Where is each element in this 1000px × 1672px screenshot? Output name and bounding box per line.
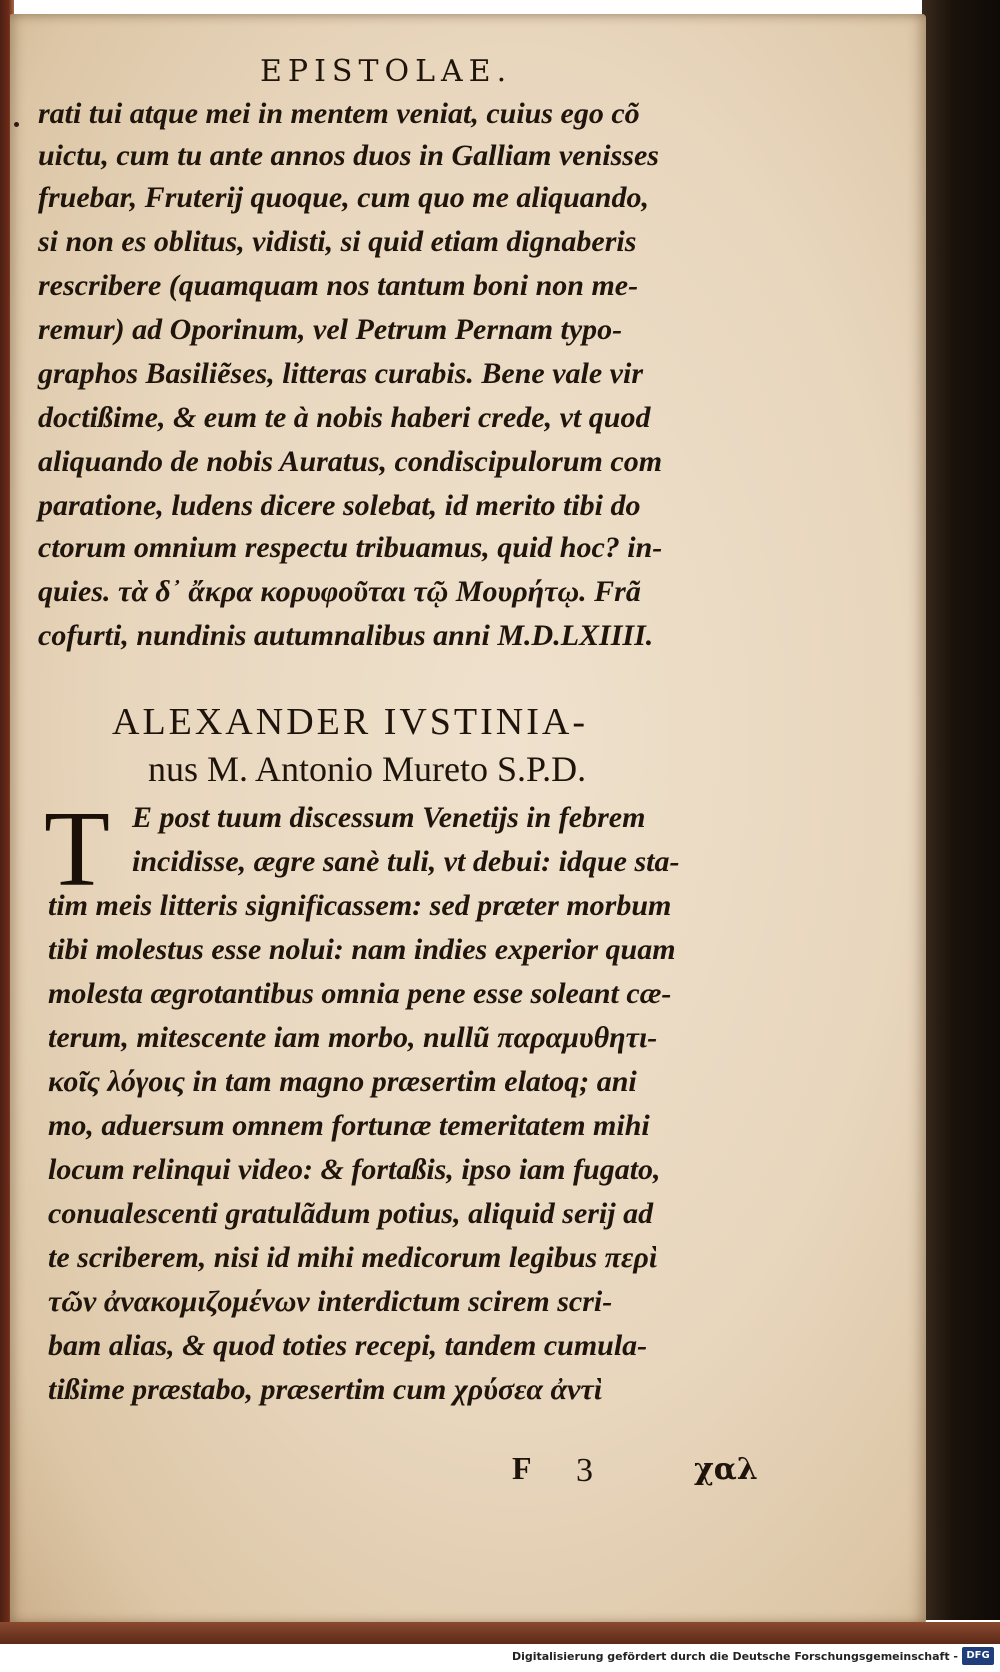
text-line: rati tui atque mei in mentem veniat, cuius ego cõ — [38, 97, 640, 130]
text-line: tim meis litteris significassem: sed præter morbum — [48, 889, 672, 922]
letter-heading: ALEXANDER IVSTINIA- — [112, 701, 588, 743]
text-line: bam alias, & quod toties recepi, tandem cumula- — [48, 1329, 648, 1362]
text-line: locum relinqui video: & fortaßis, ipso iam fugato, — [48, 1153, 661, 1186]
text-line: ctorum omnium respectu tribuamus, quid hoc? in- — [38, 531, 663, 564]
text-line: paratione, ludens dicere solebat, id merito tibi do — [38, 489, 641, 522]
running-head: EPISTOLAE. — [260, 54, 513, 89]
text-line: te scriberem, nisi id mihi medicorum legibus περὶ — [48, 1241, 658, 1274]
page-number: 3 — [576, 1452, 593, 1489]
text-line: cofurti, nundinis autumnalibus anni M.D.LXIIII. — [38, 619, 654, 652]
text-line: aliquando de nobis Auratus, condiscipulorum com — [38, 445, 663, 478]
signature-mark: F — [512, 1450, 532, 1486]
text-line: κοῖς λόγοις in tam magno præsertim elatoq; ani — [48, 1065, 637, 1098]
dfg-logo: DFG — [962, 1647, 994, 1665]
text-line: tißime præstabo, præsertim cum χρύσεα ἀντὶ — [48, 1373, 603, 1406]
text-line: terum, mitescente iam morbo, nullũ παραμυθητι- — [48, 1021, 658, 1054]
text-line: τῶν ἀνακομιζομένων interdictum scirem scri- — [48, 1285, 613, 1318]
drop-cap-initial: T — [44, 790, 110, 909]
catchword: χαλ — [694, 1452, 758, 1487]
book-bottom-edge — [0, 1622, 1000, 1644]
text-line: incidisse, ægre sanè tuli, vt debui: idque sta- — [132, 845, 680, 878]
text-line: remur) ad Oporinum, vel Petrum Pernam typo- — [38, 313, 623, 346]
text-line: doctißime, & eum te à nobis haberi crede, vt quod — [38, 401, 651, 434]
text-line: conualescenti gratulãdum potius, aliquid serij ad — [48, 1197, 654, 1230]
digitization-footer — [0, 1644, 1000, 1672]
letter-heading-continued: nus M. Antonio Mureto S.P.D. — [148, 749, 587, 789]
text-line: E post tuum discessum Venetijs in febrem — [132, 801, 646, 834]
text-line: mo, aduersum omnem fortunæ temeritatem mihi — [48, 1109, 650, 1142]
text-line: fruebar, Fruterij quoque, cum quo me aliquando, — [38, 181, 649, 214]
text-line: uictu, cum tu ante annos duos in Galliam venisses — [38, 139, 659, 172]
text-line: si non es oblitus, vidisti, si quid etiam dignaberis — [38, 225, 637, 258]
text-line: graphos Basiliẽses, litteras curabis. Bene vale vir — [38, 357, 644, 390]
book-edge — [922, 0, 1000, 1620]
funding-credit: Digitalisierung gefördert durch die Deutsche Forschungsgemeinschaft - — [511, 1650, 958, 1663]
text-line: rescribere (quamquam nos tantum boni non me- — [38, 269, 639, 302]
margin-mark — [14, 122, 19, 127]
text-line: tibi molestus esse nolui: nam indies experior quam — [48, 933, 676, 966]
text-line: molesta ægrotantibus omnia pene esse soleant cæ- — [48, 977, 672, 1010]
text-line: quies. τὰ δ᾽ ἄκρα κορυφοῦται τῷ Μουρήτῳ. Frã — [38, 575, 641, 608]
